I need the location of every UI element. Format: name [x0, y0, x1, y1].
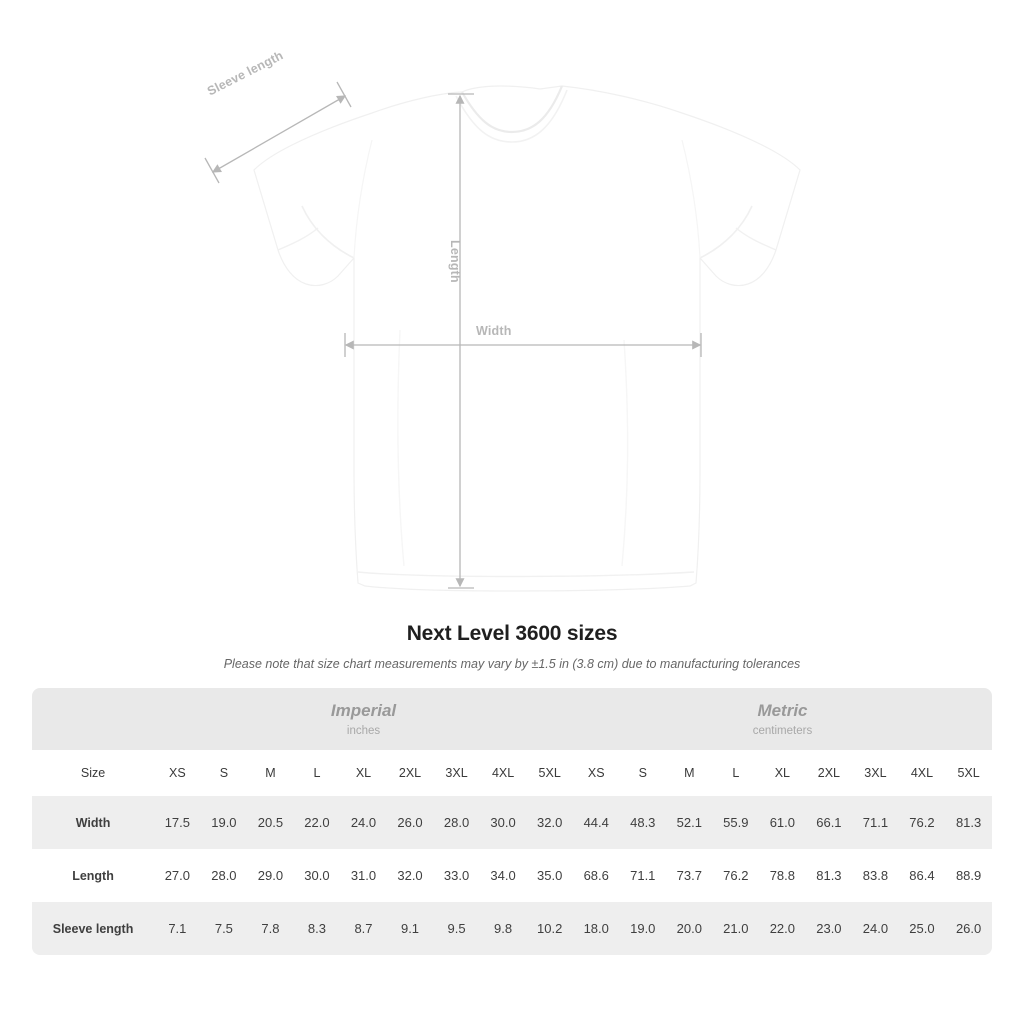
cell-length-metric-2xl: 81.3 [806, 849, 853, 902]
unit-header-row [32, 688, 992, 750]
size-header-metric-2xl: 2XL [806, 750, 853, 796]
size-chart-table [32, 688, 992, 955]
cell-length-imperial-4xl: 34.0 [480, 849, 527, 902]
cell-width-metric-m: 52.1 [666, 796, 713, 849]
cell-length-metric-xs: 68.6 [573, 849, 620, 902]
size-header-metric-xs: XS [573, 750, 620, 796]
cell-length-metric-5xl: 88.9 [945, 849, 992, 902]
table-row-length [32, 849, 992, 902]
table-row-width [32, 796, 992, 849]
cell-length-imperial-m: 29.0 [247, 849, 294, 902]
size-table-wrapper [0, 688, 1024, 955]
title-block [0, 622, 1024, 671]
cell-length-metric-3xl: 83.8 [852, 849, 899, 902]
cell-width-imperial-3xl: 28.0 [433, 796, 480, 849]
size-header-metric-4xl: 4XL [899, 750, 946, 796]
cell-width-imperial-2xl: 26.0 [387, 796, 434, 849]
size-header-imperial-m: M [247, 750, 294, 796]
cell-length-metric-m: 73.7 [666, 849, 713, 902]
unit-sub-metric: centimeters [752, 724, 813, 737]
tolerance-note: Please note that size chart measurements may vary by ±1.5 in (3.8 cm) due to manufacturing tolerances [223, 657, 801, 671]
cell-width-metric-xs: 44.4 [573, 796, 620, 849]
size-header-metric-3xl: 3XL [852, 750, 899, 796]
cell-width-metric-l: 55.9 [713, 796, 760, 849]
size-header-imperial-s: S [201, 750, 248, 796]
size-header-metric-5xl: 5XL [945, 750, 992, 796]
cell-sleeve-imperial-3xl: 9.5 [433, 902, 480, 955]
unit-sub-imperial: inches [346, 724, 381, 737]
cell-width-imperial-5xl: 32.0 [526, 796, 573, 849]
cell-width-metric-4xl: 76.2 [899, 796, 946, 849]
cell-width-imperial-4xl: 30.0 [480, 796, 527, 849]
size-header-imperial-xs: XS [154, 750, 201, 796]
cell-length-metric-4xl: 86.4 [899, 849, 946, 902]
unit-header-imperial [154, 688, 573, 750]
cell-width-imperial-m: 20.5 [247, 796, 294, 849]
cell-sleeve-imperial-s: 7.5 [201, 902, 248, 955]
row-label-sleeve-length: Sleeve length [32, 902, 154, 955]
cell-width-imperial-l: 22.0 [294, 796, 341, 849]
cell-length-imperial-5xl: 35.0 [526, 849, 573, 902]
page-title: Next Level 3600 sizes [406, 622, 618, 645]
row-label-width: Width [32, 796, 154, 849]
cell-sleeve-imperial-4xl: 9.8 [480, 902, 527, 955]
unit-header-spacer [32, 688, 154, 750]
cell-sleeve-imperial-5xl: 10.2 [526, 902, 573, 955]
unit-header-metric [573, 688, 992, 750]
size-header-imperial-3xl: 3XL [433, 750, 480, 796]
cell-sleeve-imperial-l: 8.3 [294, 902, 341, 955]
length-label: Length [448, 240, 462, 283]
cell-length-imperial-s: 28.0 [201, 849, 248, 902]
cell-sleeve-metric-3xl: 24.0 [852, 902, 899, 955]
size-header-row [32, 750, 992, 796]
size-header-imperial-2xl: 2XL [387, 750, 434, 796]
cell-sleeve-metric-xs: 18.0 [573, 902, 620, 955]
cell-sleeve-metric-l: 21.0 [713, 902, 760, 955]
cell-sleeve-metric-s: 19.0 [620, 902, 667, 955]
size-header-imperial-4xl: 4XL [480, 750, 527, 796]
size-header-metric-m: M [666, 750, 713, 796]
size-header-imperial-5xl: 5XL [526, 750, 573, 796]
cell-width-metric-3xl: 71.1 [852, 796, 899, 849]
size-header-label: Size [32, 750, 154, 796]
size-header-metric-l: L [713, 750, 760, 796]
cell-width-imperial-xl: 24.0 [340, 796, 387, 849]
tshirt-shape [254, 86, 800, 591]
cell-width-imperial-xs: 17.5 [154, 796, 201, 849]
cell-sleeve-imperial-2xl: 9.1 [387, 902, 434, 955]
unit-name-metric: Metric [757, 701, 808, 721]
row-label-length: Length [32, 849, 154, 902]
cell-sleeve-metric-2xl: 23.0 [806, 902, 853, 955]
table-row-sleeve-length [32, 902, 992, 955]
cell-width-metric-5xl: 81.3 [945, 796, 992, 849]
cell-width-imperial-s: 19.0 [201, 796, 248, 849]
cell-sleeve-metric-5xl: 26.0 [945, 902, 992, 955]
cell-length-imperial-3xl: 33.0 [433, 849, 480, 902]
cell-length-imperial-xl: 31.0 [340, 849, 387, 902]
unit-name-imperial: Imperial [330, 701, 397, 721]
cell-width-metric-s: 48.3 [620, 796, 667, 849]
cell-sleeve-metric-xl: 22.0 [759, 902, 806, 955]
cell-width-metric-2xl: 66.1 [806, 796, 853, 849]
cell-length-metric-s: 71.1 [620, 849, 667, 902]
width-label: Width [476, 324, 512, 338]
sleeve-length-label: Sleeve length [205, 48, 286, 99]
cell-width-metric-xl: 61.0 [759, 796, 806, 849]
size-header-metric-xl: XL [759, 750, 806, 796]
size-header-imperial-xl: XL [340, 750, 387, 796]
cell-length-imperial-l: 30.0 [294, 849, 341, 902]
cell-length-imperial-2xl: 32.0 [387, 849, 434, 902]
cell-sleeve-metric-m: 20.0 [666, 902, 713, 955]
cell-sleeve-imperial-m: 7.8 [247, 902, 294, 955]
cell-length-metric-l: 76.2 [713, 849, 760, 902]
cell-sleeve-imperial-xs: 7.1 [154, 902, 201, 955]
cell-sleeve-metric-4xl: 25.0 [899, 902, 946, 955]
size-header-metric-s: S [620, 750, 667, 796]
cell-length-imperial-xs: 27.0 [154, 849, 201, 902]
cell-length-metric-xl: 78.8 [759, 849, 806, 902]
size-header-imperial-l: L [294, 750, 341, 796]
cell-sleeve-imperial-xl: 8.7 [340, 902, 387, 955]
